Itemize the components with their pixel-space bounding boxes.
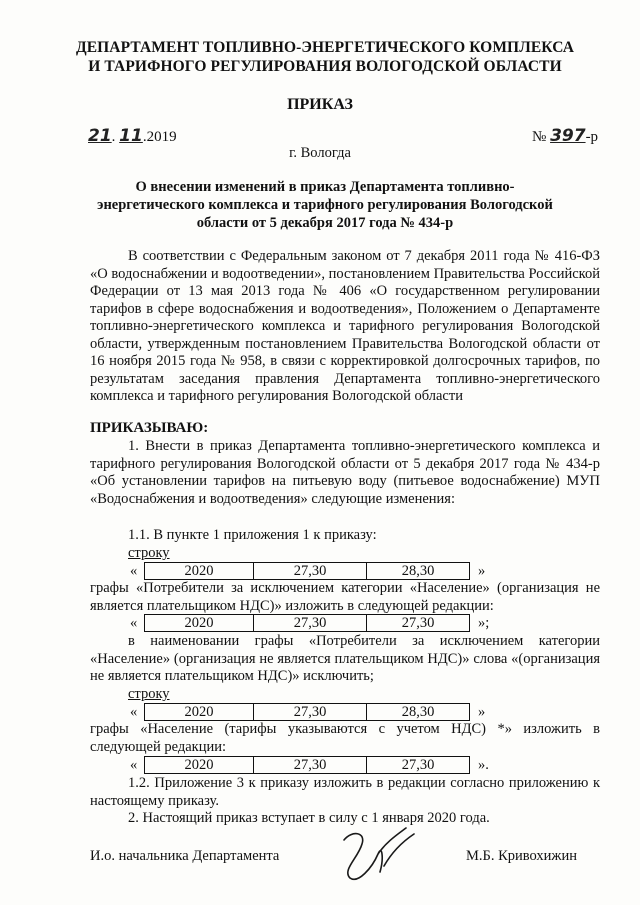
quote-close: »; [478,614,490,631]
date-month: 11 [119,126,143,146]
order-date [88,126,177,146]
item-2-paragraph: 2. Настоящий приказ вступает в силу с 1 января 2020 года. [128,810,490,826]
tariff-cells [144,614,470,632]
cell-value-1: 27,30 [254,563,367,579]
order-subject [90,178,560,232]
quote-open: « [130,614,138,631]
quote-close: ». [478,756,489,773]
graf-1-paragraph: графы «Потребители за исключением категории «Население» (организация не является плательщиком НДС)» изложить в следующей редакции: [90,580,600,614]
cell-year: 2020 [145,563,254,579]
preamble-paragraph: В соответствии с Федеральным законом от 7 декабря 2011 года № 416-ФЗ «О водоснабжении и водоотведении», постановлением Правительства Российской Федерации от 13 мая 2013 года № 406 «О государственном регулировании тарифов в сфере водоснабжения и водоотведения», Положением о Департаменте топливно-энергетического комплекса и тарифного регулирования Вологодской области, утвержденным постановлением Правительства Вологодской области от 16 ноября 2015 года № 958, в связи с корректировкой долгосрочных тарифов, по результатам заседания правления Департамента топливно-энергетического комплекса и тарифного регулирования Вологодской области [90,248,600,404]
cell-value-1: 27,30 [254,615,367,631]
quote-close: » [478,562,486,579]
tariff-cells [144,756,470,774]
cell-value-1: 27,30 [254,704,367,720]
number-prefix: № [532,129,547,145]
order-word: ПРИКАЗЫВАЮ: [90,420,209,436]
quote-open: « [130,703,138,720]
tariff-row-4 [130,756,489,774]
stroku-label-1: строку [128,545,170,561]
cell-value-1: 27,30 [254,757,367,773]
tariff-row-2 [130,614,489,632]
item-1-paragraph: 1. Внести в приказ Департамента топливно-энергетического комплекса и тарифного регулирования Вологодской области от 5 декабря 2017 года № 434-р «Об установлении тарифов на питьевую воду (питьевое водоснабжение) МУП «Водоснабжения и водоотведения» следующие изменения: [90,438,600,507]
cell-value-2: 27,30 [401,615,435,631]
number-value: 397 [550,126,586,146]
date-sep: . [111,129,116,145]
quote-close: » [478,703,486,720]
quote-open: « [130,756,138,773]
date-year: .2019 [142,129,177,145]
subject-line-3: области от 5 декабря 2017 года № 434-р [196,215,454,231]
signatory-name: М.Б. Кривохижин [466,848,577,864]
department-line-1: ДЕПАРТАМЕНТ ТОПЛИВНО-ЭНЕРГЕТИЧЕСКОГО КОМПЛЕКСА [75,39,575,56]
tariff-cells [144,562,470,580]
cell-year: 2020 [145,704,254,720]
cell-year: 2020 [145,615,254,631]
subject-line-1: О внесении изменений в приказ Департамента топливно- [135,179,515,195]
handwritten-signature [322,818,432,888]
cell-value-2: 28,30 [401,563,435,579]
tariff-row-3 [130,703,485,721]
quote-open: « [130,562,138,579]
tariff-cells [144,703,470,721]
cell-year: 2020 [145,757,254,773]
item-1-2-paragraph: 1.2. Приложение 3 к приказу изложить в редакции согласно приложению к настоящему приказу. [90,775,600,809]
department-header [60,38,590,76]
signatory-position: И.о. начальника Департамента [90,848,280,864]
stroku-label-2: строку [128,686,170,702]
department-line-2: И ТАРИФНОГО РЕГУЛИРОВАНИЯ ВОЛОГОДСКОЙ ОБЛАСТИ [88,58,562,75]
date-day: 21 [88,126,112,146]
graf-2-paragraph: графы «Население (тарифы указываются с учетом НДС) *» изложить в следующей редакции: [90,721,600,755]
naim-paragraph: в наименовании графы «Потребители за исключением категории «Население» (организация не является плательщиком НДС)» слова «(организация не является плательщиком НДС)» исключить; [90,633,600,684]
cell-value-2: 27,30 [401,757,435,773]
document-type-title: ПРИКАЗ [287,96,353,113]
number-suffix: -р [585,129,599,145]
city: г. Вологда [289,145,351,161]
subject-line-2: энергетического комплекса и тарифного регулирования Вологодской [97,197,553,213]
item-1-1-paragraph: 1.1. В пункте 1 приложения 1 к приказу: [128,527,377,543]
order-number [532,126,598,146]
cell-value-2: 28,30 [401,704,435,720]
tariff-row-1 [130,562,485,580]
